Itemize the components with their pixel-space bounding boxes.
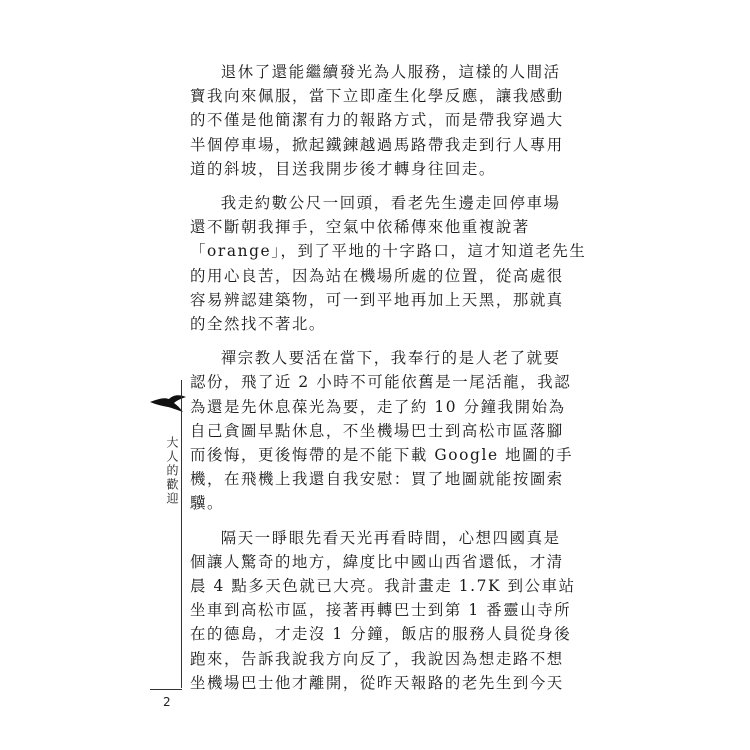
text-line: 隔天一睜眼先看天光再看時間，心想四國真是: [220, 528, 561, 547]
text-line: 坐車到高松市區，接著再轉巴士到第 1 番靈山寺所: [190, 601, 572, 620]
paragraph: [190, 191, 587, 336]
text-line: 認份，飛了近 2 小時不可能依舊是一尾活龍，我認: [190, 373, 572, 392]
text-line: 個讓人驚奇的地方，緯度比中國山西省還低，才清: [190, 552, 564, 571]
text-line: 「orange」，到了平地的十字路口，這才知道老先生: [190, 242, 587, 261]
side-divider: [181, 380, 182, 688]
text-line: 機，在飛機上我還自我安慰：買了地圖就能按圖索: [190, 470, 564, 489]
text-line: 寶我向來佩服，當下立即產生化學反應，讓我感動: [190, 87, 564, 106]
text-line: 半個停車場，掀起鐵鍊越過馬路帶我走到行人專用: [190, 135, 564, 154]
text-line: 的全然找不著北。: [190, 315, 326, 334]
text-line: 驥。: [190, 494, 224, 513]
text-line: 我走約數公尺一回頭，看老先生邊走回停車場: [220, 194, 561, 213]
text-line: 道的斜坡，目送我開步後才轉身往回走。: [190, 159, 496, 178]
text-line: 在的德島，才走沒 1 分鐘，飯店的服務人員從身後: [190, 625, 572, 644]
paragraph: [190, 346, 574, 515]
text-line: 還不斷朝我揮手，空氣中依稀傳來他重複說著: [190, 218, 530, 237]
footer-divider: [150, 689, 182, 690]
text-line: 自己貪圖早點休息，不坐機場巴士到高松市區落腳: [190, 421, 564, 440]
paragraph: [190, 526, 576, 695]
text-line: 為還是先休息葆光為要，走了約 10 分鐘我開始為: [190, 397, 566, 416]
text-line: 而後悔，更後悔帶的是不能下載 Google 地圖的手: [190, 446, 574, 465]
text-line: 的用心良苦，因為站在機場所處的位置，從高處很: [190, 266, 564, 285]
body-text: [190, 60, 587, 705]
text-line: 跑來，告訴我說我方向反了，我說因為想走路不想: [190, 649, 564, 668]
text-line: 退休了還能繼續發光為人服務，這樣的人間活: [220, 63, 561, 81]
text-line: 禪宗教人要活在當下，我奉行的是人老了就要: [220, 349, 561, 368]
paragraph: [190, 60, 570, 181]
text-line: 的不僅是他簡潔有力的報路方式，而是帶我穿過大: [190, 111, 564, 130]
running-title: 大人的歡迎: [165, 436, 179, 506]
text-line: 坐機場巴士他才離開，從昨天報路的老先生到今天: [190, 673, 564, 692]
page-number: 2: [163, 695, 171, 709]
text-line: 容易辨認建築物，可一到平地再加上天黑，那就真: [190, 290, 564, 309]
text-line: 晨 4 點多天色就已大亮。我計畫走 1.7K 到公車站: [190, 577, 576, 596]
